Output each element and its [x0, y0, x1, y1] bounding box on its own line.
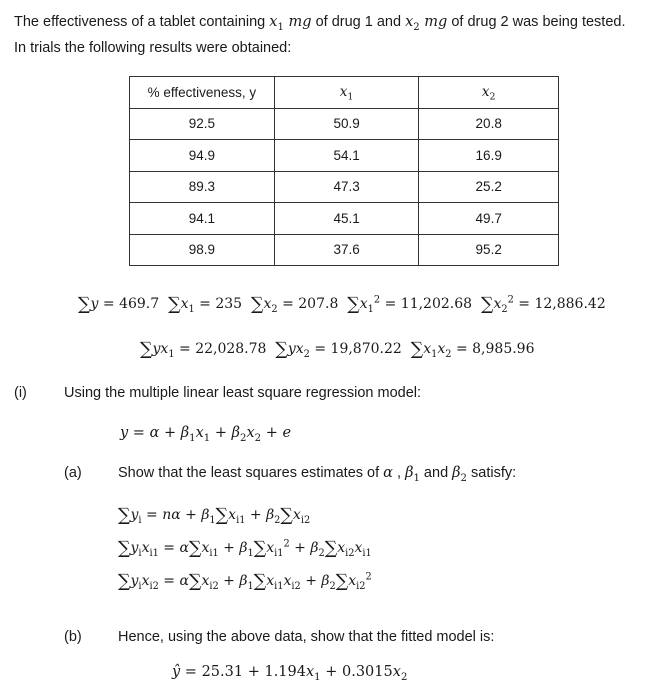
cell-x1: 47.3 [274, 171, 419, 203]
cell-x1: 54.1 [274, 140, 419, 172]
sum-yx1-value: 22,028.78 [195, 341, 267, 357]
cell-x2: 20.8 [419, 108, 559, 140]
table-row [130, 140, 559, 172]
table-row [130, 234, 559, 266]
intro-text-part: The effectiveness of a tablet containing [14, 14, 270, 30]
unit-mg: mg [283, 14, 312, 30]
sum-yx2-value: 19,870.22 [330, 341, 402, 357]
table-row [130, 171, 559, 203]
normal-equation-2: $\sum y_ix_{i1} = \alpha\sum x_{i1} + \beta_1\sum x_{i1}^2 + \beta_2\sum x_{i2}x_{i1}$ [118, 538, 372, 559]
trial-results-table [129, 76, 559, 266]
cell-x1: 45.1 [274, 203, 419, 235]
normal-equation-1: $\sum y_i = n\alpha + \beta_1\sum x_{i1} + \beta_2\sum x_{i2}$ [118, 505, 311, 526]
header-effectiveness: % effectiveness, y [130, 77, 275, 109]
cell-x2: 25.2 [419, 171, 559, 203]
sum-x1x2-value: 8,985.96 [472, 341, 535, 357]
cell-y: 92.5 [130, 108, 275, 140]
part-i-label: (i) [14, 385, 27, 401]
variable-x1: x [269, 14, 278, 30]
table-header-row [130, 77, 559, 109]
header-x2: $x_2$ [419, 77, 559, 109]
cell-y: 94.1 [130, 203, 275, 235]
cell-x1: 37.6 [274, 234, 419, 266]
sum-x2sq-value: 12,886.42 [534, 296, 606, 312]
intro-line-1 [14, 14, 626, 33]
cell-x1: 50.9 [274, 108, 419, 140]
sum-x1sq-value: 11,202.68 [400, 296, 473, 312]
table-row [130, 203, 559, 235]
sum-y-value: 469.7 [119, 296, 160, 312]
subscript: 2 [413, 21, 420, 33]
cell-x2: 16.9 [419, 140, 559, 172]
part-b-text: Hence, using the above data, show that the fitted model is: [118, 629, 495, 645]
variable-x2: x [405, 14, 414, 30]
intro-text-part: of drug 1 and [311, 14, 406, 30]
intro-line-2: In trials the following results were obtained: [14, 40, 292, 56]
sum-x2-value: 207.8 [298, 296, 339, 312]
fitted-coef-x1: 1.194 [264, 664, 306, 680]
sum-x1-value: 235 [215, 296, 243, 312]
fitted-coef-x2: 0.3015 [342, 664, 393, 680]
fitted-model-equation: ŷ = $25.31 + 1.194x_1 + 0.3015x_2$ [172, 664, 408, 683]
regression-model-equation: $y = \alpha + \beta_1x_1 + \beta_2x_2 + e$ [120, 425, 292, 444]
intro-text-part: of drug 2 was being tested. [447, 14, 626, 30]
part-a-text: Show that the least squares estimates of α , $\beta_1$ and $\beta_2$ satisfy: [118, 465, 517, 484]
part-a-text-end: satisfy: [467, 465, 517, 481]
header-x1: $x_1$ [274, 77, 419, 109]
cell-y: 89.3 [130, 171, 275, 203]
table-row [130, 108, 559, 140]
subscript: 1 [277, 21, 284, 33]
cell-y: 94.9 [130, 140, 275, 172]
sums-line-2: $\sum yx_1 = 22,028.78$ $\sum yx_2 = 19,870.22$ $\sum x_1x_2 = 8,985.96$ [140, 339, 535, 360]
part-a-label: (a) [64, 465, 82, 481]
cell-x2: 49.7 [419, 203, 559, 235]
part-a-text-and: and [419, 465, 453, 481]
unit-mg: mg [419, 14, 448, 30]
cell-x2: 95.2 [419, 234, 559, 266]
part-i-text: Using the multiple linear least square regression model: [64, 385, 422, 401]
normal-equation-3: $\sum y_ix_{i2} = \alpha\sum x_{i2} + \beta_1\sum x_{i1}x_{i2} + \beta_2\sum x_{i2}^2$ [118, 571, 372, 592]
part-b-label: (b) [64, 629, 82, 645]
cell-y: 98.9 [130, 234, 275, 266]
sums-line-1: ∑y = 469.7 $\sum x_1 = 235$ $\sum x_2 = 207.8$ $\sum x_1^2 = 11,202.68$ $\sum x_2^2 = 12,886.42$ [78, 294, 606, 315]
part-a-text-start: Show that the least squares estimates of [118, 465, 384, 481]
fitted-intercept: 25.31 [201, 664, 244, 680]
